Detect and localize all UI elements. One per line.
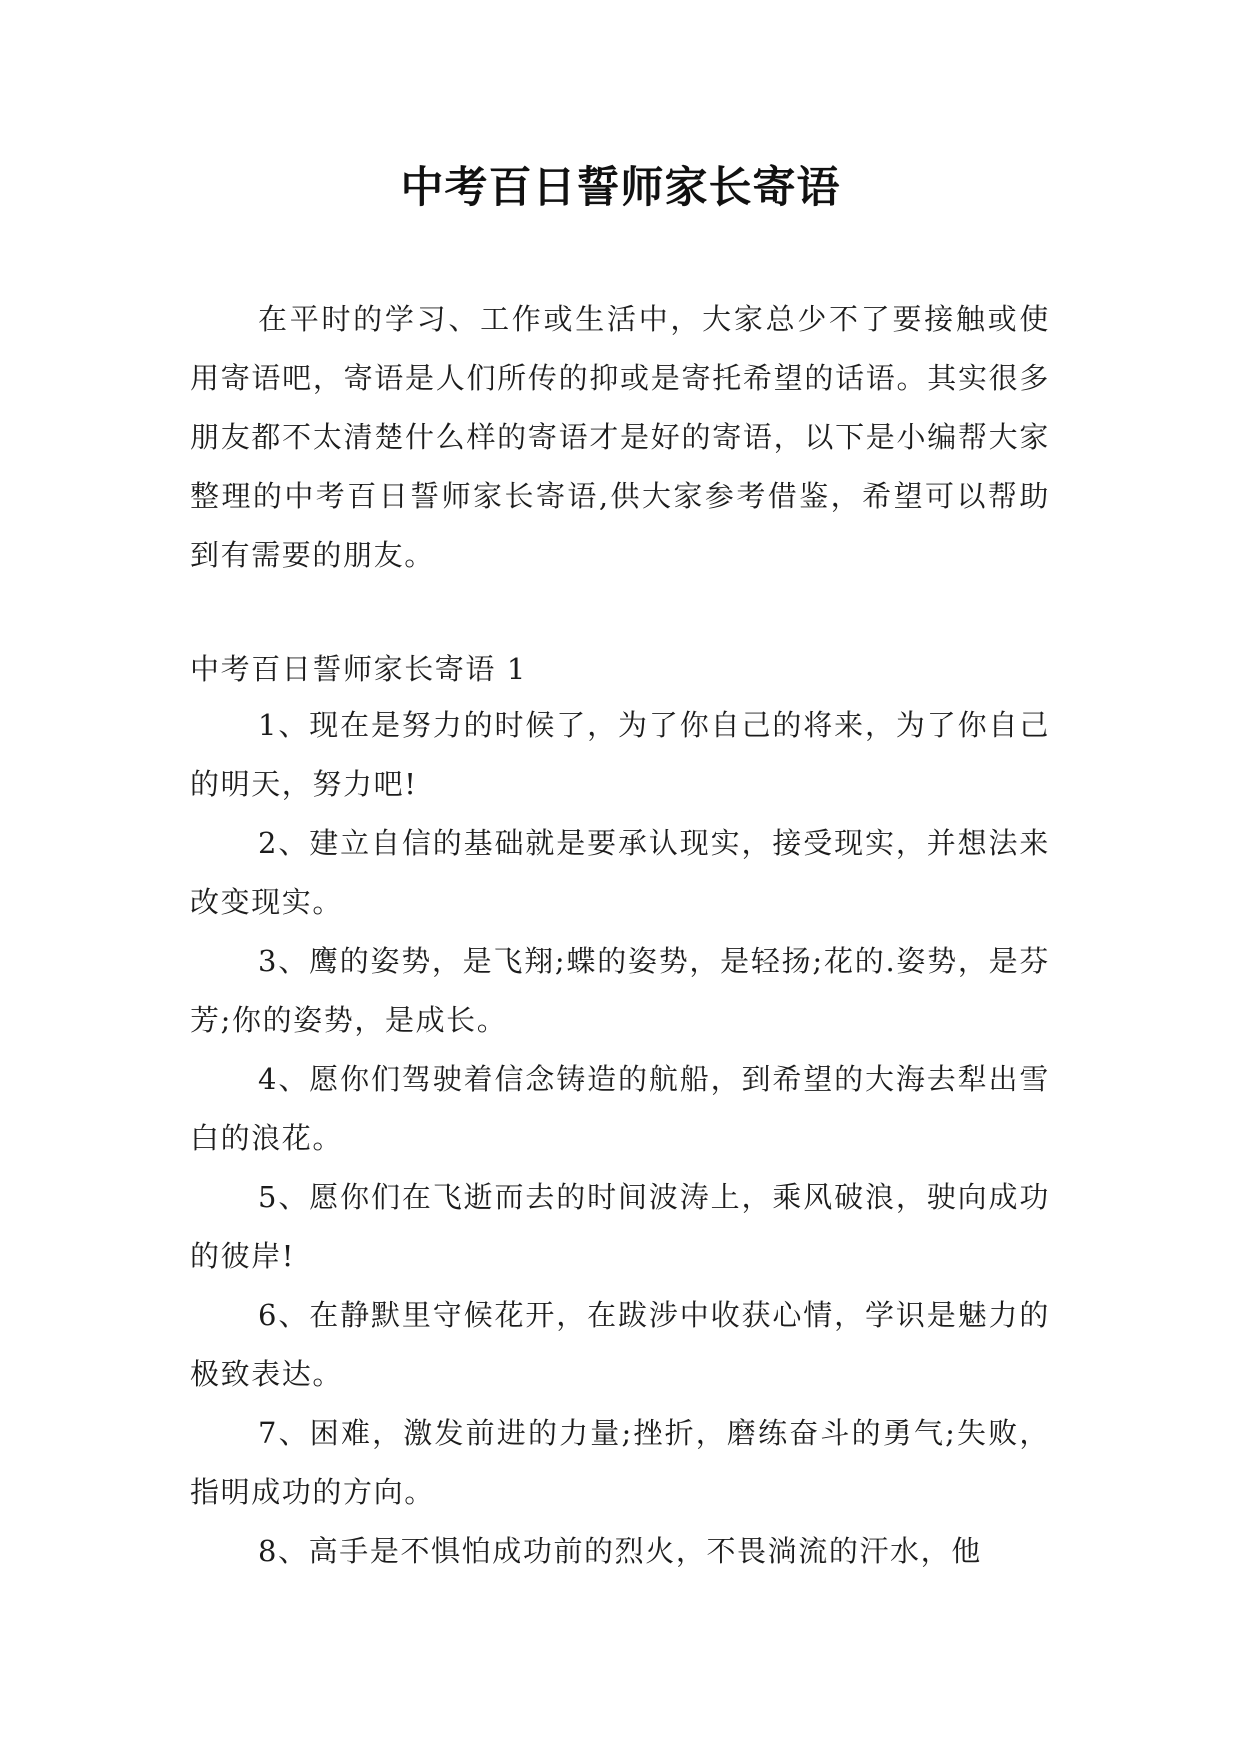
intro-block [190, 290, 1050, 585]
items-list [190, 696, 1050, 1581]
list-item: 2、建立自信的基础就是要承认现实，接受现实，并想法来改变现实。 [190, 826, 1050, 919]
list-item: 3、鹰的姿势，是飞翔;蝶的姿势，是轻扬;花的.姿势，是芬芳;你的姿势，是成长。 [190, 944, 1050, 1037]
list-item: 6、在静默里守候花开，在跋涉中收获心情，学识是魅力的极致表达。 [190, 1298, 1050, 1391]
list-item: 4、愿你们驾驶着信念铸造的航船，到希望的大海去犁出雪白的浪花。 [190, 1062, 1050, 1155]
list-item: 5、愿你们在飞逝而去的时间波涛上，乘风破浪，驶向成功的彼岸! [190, 1180, 1050, 1273]
list-item: 1、现在是努力的时候了，为了你自己的将来，为了你自己的明天，努力吧! [190, 708, 1050, 801]
list-item: 7、困难，激发前进的力量;挫折，磨练奋斗的勇气;失败，指明成功的方向。 [190, 1416, 1050, 1509]
list-item: 8、高手是不惧怕成功前的烈火，不畏淌流的汗水，他 [258, 1534, 982, 1568]
section-heading: 中考百日誓师家长寄语 1 [190, 652, 527, 686]
document-title: 中考百日誓师家长寄语 [400, 163, 841, 213]
intro-paragraph: 在平时的学习、工作或生活中，大家总少不了要接触或使用寄语吧，寄语是人们所传的抑或是寄托希望的话语。其实很多朋友都不太清楚什么样的寄语才是好的寄语，以下是小编帮大家整理的中考百日誓师家长寄语,供大家参考借鉴，希望可以帮助到有需要的朋友。 [190, 302, 1050, 572]
